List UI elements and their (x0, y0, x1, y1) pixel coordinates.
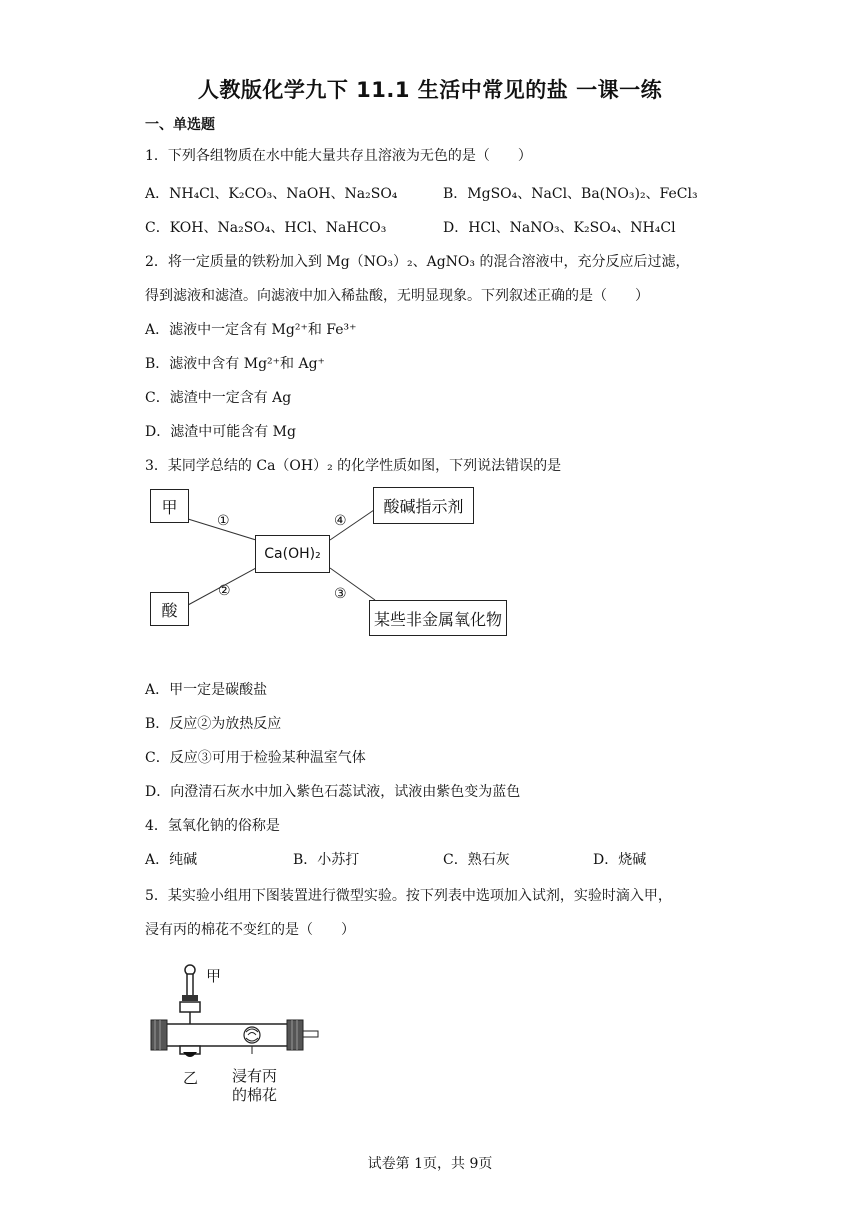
question-1-option-a: A．NH₄Cl、K₂CO₃、NaOH、Na₂SO₄ (145, 186, 398, 202)
page-title: 人教版化学九下 11.1 生活中常见的盐 一课一练 (197, 78, 663, 102)
label-jia: 甲 (206, 967, 222, 985)
question-1-option-c: C．KOH、Na₂SO₄、HCl、NaHCO₃ (145, 220, 387, 236)
label-bing-line-2: 的棉花 (232, 1086, 278, 1104)
question-3-option-d: D．向澄清石灰水中加入紫色石蕊试液，试液由紫色变为蓝色 (145, 784, 521, 800)
box-indicator: 酸碱指示剂 (373, 487, 474, 524)
question-1-option-b: B．MgSO₄、NaCl、Ba(NO₃)₂、FeCl₃ (443, 186, 698, 202)
box-jia: 甲 (150, 489, 189, 523)
label-yi: 乙 (183, 1069, 199, 1087)
box-caoh2: Ca(OH)₂ (255, 535, 330, 573)
label-bing-line-1: 浸有丙 (232, 1067, 278, 1085)
question-5-stem-line-1: 5．某实验小组用下图装置进行微型实验。按下列表中选项加入试剂，实验时滴入甲， (145, 888, 672, 904)
marker-3: ③ (334, 586, 347, 602)
question-2-stem-line-1: 2．将一定质量的铁粉加入到 Mg（NO₃）₂、AgNO₃ 的混合溶液中，充分反应后过滤， (145, 254, 690, 270)
marker-4: ④ (334, 513, 347, 529)
marker-2: ② (218, 583, 231, 599)
question-5-stem-line-2: 浸有丙的棉花不变红的是（ ） (145, 922, 355, 938)
question-4-option-c: C．熟石灰 (443, 852, 510, 868)
question-4-option-a: A．纯碱 (145, 852, 198, 868)
question-2-option-a: A．滤液中一定含有 Mg²⁺和 Fe³⁺ (145, 322, 357, 338)
marker-1: ① (217, 513, 230, 529)
page-footer: 试卷第 1页，共 9页 (367, 1156, 493, 1172)
question-3-option-a: A．甲一定是碳酸盐 (145, 682, 268, 698)
question-2-option-c: C．滤渣中一定含有 Ag (145, 390, 292, 406)
question-4-option-d: D．烧碱 (593, 852, 647, 868)
question-3-option-c: C．反应③可用于检验某种温室气体 (145, 750, 366, 766)
question-1-option-d: D．HCl、NaNO₃、K₂SO₄、NH₄Cl (443, 220, 676, 236)
question-2-stem-line-2: 得到滤液和滤渣。向滤液中加入稀盐酸，无明显现象。下列叙述正确的是（ ） (145, 288, 649, 304)
question-3-stem: 3．某同学总结的 Ca（OH）₂ 的化学性质如图，下列说法错误的是 (145, 458, 562, 474)
box-nonmetal-oxide: 某些非金属氧化物 (369, 600, 507, 636)
question-1-stem: 1．下列各组物质在水中能大量共存且溶液为无色的是（ ） (145, 148, 532, 164)
question-2-option-d: D．滤渣中可能含有 Mg (145, 424, 296, 440)
question-4-option-b: B．小苏打 (293, 852, 360, 868)
question-4-stem: 4．氢氧化钠的俗称是 (145, 818, 280, 834)
question-2-option-b: B．滤液中含有 Mg²⁺和 Ag⁺ (145, 356, 325, 372)
section-heading: 一、单选题 (145, 117, 215, 133)
question-3-option-b: B．反应②为放热反应 (145, 716, 282, 732)
box-acid: 酸 (150, 592, 189, 626)
